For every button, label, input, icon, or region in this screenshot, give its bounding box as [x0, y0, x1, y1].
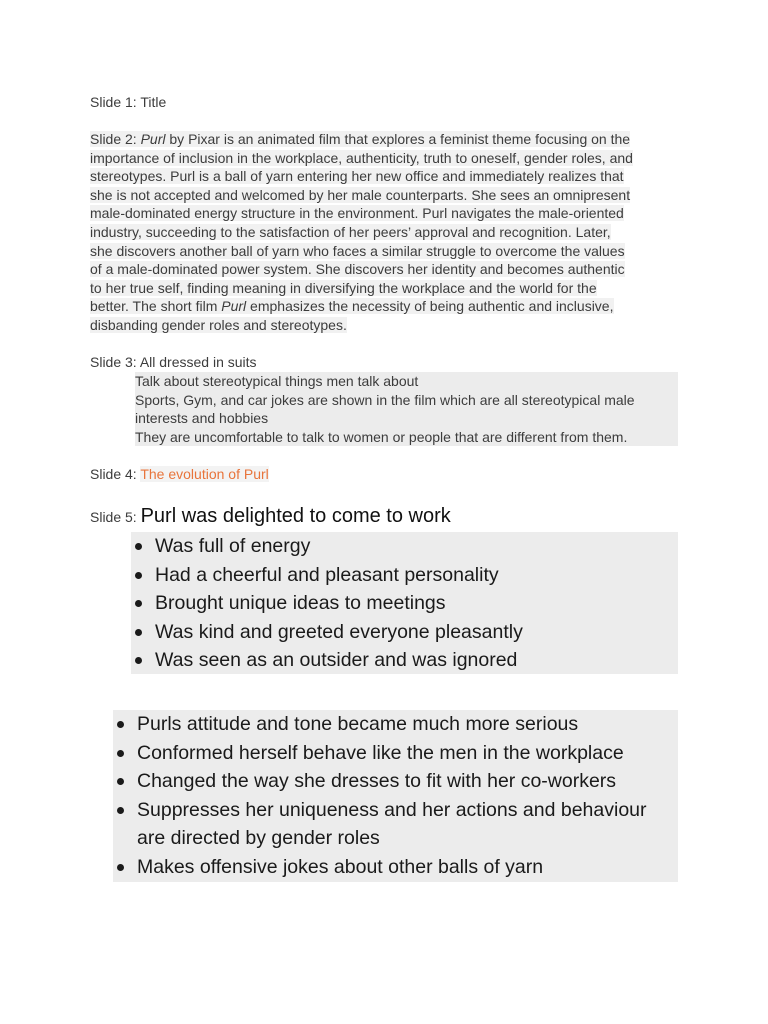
slide-2-line: [90, 279, 690, 298]
slide-4-title: The evolution of Purl: [140, 466, 269, 482]
list-item: [113, 767, 647, 796]
slide-2-paragraph: [90, 130, 690, 335]
slide-3-heading-text: Slide 3: All dressed in suits: [90, 354, 257, 370]
list-item-continuation: are directed by gender roles: [137, 827, 380, 849]
slide-3-note-line: Sports, Gym, and car jokes are shown in the film which are all stereotypical male: [135, 391, 635, 408]
slide-2-film-title: Purl: [221, 298, 247, 315]
bullet-icon: [135, 629, 142, 636]
bullet-list-before: [131, 532, 678, 674]
list-item: [131, 589, 523, 618]
slide-2-text: to her true self, finding meaning in diversifying the workplace and the world for the: [90, 279, 597, 296]
list-item-text: Makes offensive jokes about other balls of yarn: [137, 855, 544, 878]
list-item-text: Brought unique ideas to meetings: [155, 592, 446, 614]
slide-2-line: [90, 242, 690, 261]
bullet-icon: [117, 721, 124, 728]
slide-2-text: stereotypes. Purl is a ball of yarn entering her new office and immediately realizes that: [90, 168, 624, 185]
slide-3-note-line: Talk about stereotypical things men talk about: [135, 373, 419, 389]
slide-2-text: emphasizes the necessity of being authentic and inclusive,: [246, 298, 614, 315]
list-item: [131, 618, 523, 647]
slide-2-text: she is not accepted and welcomed by her male counterparts. She sees an omnipresent: [90, 186, 631, 203]
slide-2-text: of a male-dominated power system. She discovers her identity and becomes authentic: [90, 261, 625, 278]
slide-4-prefix: Slide 4:: [90, 466, 141, 482]
list-item-text: Was full of energy: [155, 535, 311, 557]
slide-2-line: [90, 316, 690, 335]
slide-2-line: [90, 130, 690, 149]
slide-2-film-title: Purl: [140, 131, 166, 147]
slide-1-line: [90, 93, 166, 112]
list-item-text: Changed the way she dresses to fit with her co-workers: [137, 770, 617, 792]
bullet-icon: [135, 657, 142, 664]
slide-5-title: Purl was delighted to come to work: [140, 505, 451, 527]
slide-2-line: [90, 167, 690, 186]
slide-2-text: better. The short film: [90, 298, 222, 315]
slide-2-text: importance of inclusion in the workplace, authenticity, truth to oneself, gender roles, and: [90, 149, 633, 166]
bullet-icon: [135, 600, 142, 607]
slide-3-note-line: interests and hobbies: [135, 410, 269, 427]
slide-3-heading: [90, 353, 690, 372]
slide-2-text: disbanding gender roles and stereotypes.: [90, 316, 347, 333]
slide-2-line: [90, 204, 690, 223]
slide-4-line: [90, 465, 269, 484]
slide-3-note-line: They are uncomfortable to talk to women or people that are different from them.: [135, 428, 628, 445]
list-item: [113, 796, 647, 853]
list-item-text: Suppresses her uniqueness and her actions and behaviour: [137, 798, 647, 821]
slide-2-text: male-dominated energy structure in the environment. Purl navigates the male-oriented: [90, 205, 624, 222]
list-item: [113, 710, 647, 739]
slide-2-line: [90, 223, 690, 242]
list-item: [131, 532, 523, 561]
bullet-list-after: [113, 710, 678, 882]
bullet-icon: [135, 543, 142, 550]
slide-3-notes: [135, 372, 678, 446]
list-item-text: Was kind and greeted everyone pleasantly: [155, 620, 523, 643]
bullet-icon: [117, 778, 124, 785]
bullet-icon: [117, 807, 124, 814]
list-item: [113, 853, 647, 882]
list-item-text: Had a cheerful and pleasant personality: [155, 563, 499, 586]
bullet-icon: [135, 572, 142, 579]
slide-2-line: [90, 297, 690, 316]
list-item: [113, 739, 647, 768]
slide-5-prefix: Slide 5:: [90, 509, 141, 525]
slide-2-line: [90, 149, 690, 168]
slide-2-line: [90, 186, 690, 205]
bullet-icon: [117, 864, 124, 871]
slide-2-text: by Pixar is an animated film that explores a feminist theme focusing on the: [165, 131, 631, 147]
slide-2-text: she discovers another ball of yarn who faces a similar struggle to overcome the values: [90, 242, 625, 259]
list-item-text: Conformed herself behave like the men in the workplace: [137, 741, 624, 764]
slide-2-line: [90, 260, 690, 279]
slide-1-text: Slide 1: Title: [90, 94, 167, 110]
list-item-text: Purls attitude and tone became much more serious: [137, 713, 579, 735]
slide-5-heading: [90, 505, 451, 528]
list-item: [131, 561, 523, 590]
slide-2-text: industry, succeeding to the satisfaction of her peers’ approval and recognition. Later,: [90, 223, 611, 240]
list-item-text: Was seen as an outsider and was ignored: [155, 649, 518, 671]
list-item: [131, 646, 523, 675]
bullet-icon: [117, 750, 124, 757]
slide-2-prefix: Slide 2:: [90, 131, 141, 147]
